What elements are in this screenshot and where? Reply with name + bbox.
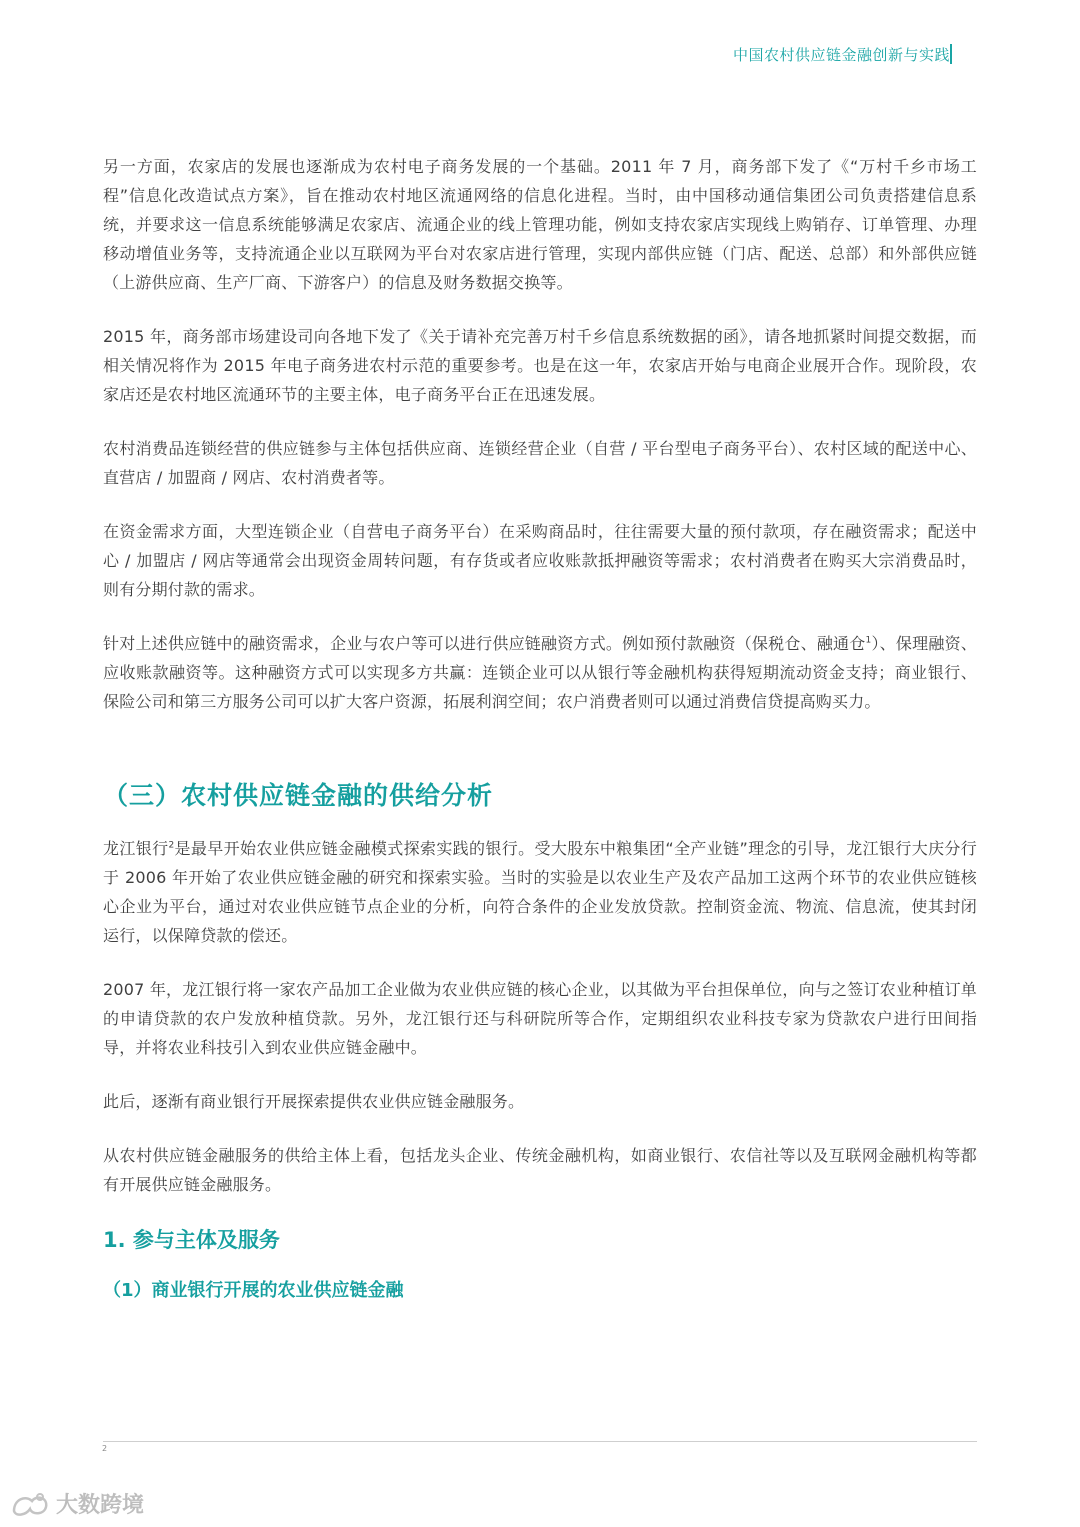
paragraph-text: ）、保理融资、应收账款融资等。这种融资方式可以实现多方共赢：连锁企业可以从银行等金融机构获得短期流动资金支持；商业银行、保险公司和第三方服务公司可以扩大客户资源，拓展利润空间；农户消费者则可以通过消费信贷提高购买力。 [103, 634, 977, 711]
paragraph-text: 龙江银行 [103, 839, 169, 858]
section-heading: （三）农村供应链金融的供给分析 [103, 781, 494, 810]
paragraph: 在资金需求方面，大型连锁企业（自营电子商务平台）在采购商品时，往往需要大量的预付款项，存在融资需求；配送中心 / 加盟店 / 网店等通常会出现资金周转问题，有存货或者应收账款抵押融资等需求；农村消费者在购买大宗消费品时，则有分期付款的需求。 [103, 522, 977, 599]
running-header: 中国农村供应链金融创新与实践 [732, 46, 950, 64]
header-divider [950, 44, 952, 64]
paragraph: 另一方面，农家店的发展也逐渐成为农村电子商务发展的一个基础。2011 年 7 月，商务部下发了《“万村千乡市场工程”信息化改造试点方案》，旨在推动农村地区流通网络的信息化进程。当时，由中国移动通信集团公司负责搭建信息系统，并要求这一信息系统能够满足农家店、流通企业的线上管理功能，例如支持农家店实现线上购销存、订单管理、办理移动增值业务等，支持流通企业以互联网为平台对农家店进行管理，实现内部供应链（门店、配送、总部）和外部供应链（上游供应商、生产厂商、下游客户）的信息及财务数据交换等。 [103, 157, 977, 292]
subsubsection-heading: （1）商业银行开展的农业供应链金融 [103, 1280, 404, 1301]
footer-divider [103, 1441, 977, 1442]
paragraph-text: 是最早开始农业供应链金融模式探索实践的银行。受大股东中粮集团“全产业链”理念的引导，龙江银行大庆分行于 2006 年开始了农业供应链金融的研究和探索实验。当时的实验是以农业生产及农产品加工这两个环节的农业供应链核心企业为平台，通过对农业供应链节点企业的分析，向符合条件的企业发放贷款。控制资金流、物流、信息流，使其封闭运行，以保障贷款的偿还。 [103, 839, 977, 945]
paragraph [103, 834, 977, 950]
paragraph: 此后，逐渐有商业银行开展探索提供农业供应链金融服务。 [103, 1092, 525, 1111]
paragraph: 从农村供应链金融服务的供给主体上看，包括龙头企业、传统金融机构，如商业银行、农信社等以及互联网金融机构等都有开展供应链金融服务。 [103, 1146, 977, 1194]
paragraph-text: 针对上述供应链中的融资需求，企业与农户等可以进行供应链融资方式。例如预付款融资（保税仓、融通仓 [103, 634, 866, 653]
page-content [103, 152, 977, 1302]
paragraph: 2007 年，龙江银行将一家农产品加工企业做为农业供应链的核心企业，以其做为平台担保单位，向与之签订农业种植订单的申请贷款的农户发放种植贷款。另外，龙江银行还与科研院所等合作，定期组织农业科技专家为贷款农户进行田间指导，并将农业科技引入到农业供应链金融中。 [103, 980, 977, 1057]
footnote-ref: 2 [168, 840, 175, 851]
page-number: 2 [102, 1444, 108, 1453]
subsection-heading: 1. 参与主体及服务 [103, 1228, 280, 1252]
paragraph [103, 629, 977, 716]
watermark-logo-icon [10, 1489, 50, 1519]
footnote-ref: 1 [865, 635, 872, 646]
watermark-text: 大数跨境 [56, 1493, 145, 1518]
watermark [10, 1488, 144, 1519]
paragraph: 农村消费品连锁经营的供应链参与主体包括供应商、连锁经营企业（自营 / 平台型电子商务平台）、农村区域的配送中心、直营店 / 加盟商 / 网店、农村消费者等。 [103, 439, 977, 487]
paragraph: 2015 年，商务部市场建设司向各地下发了《关于请补充完善万村千乡信息系统数据的函》，请各地抓紧时间提交数据，而相关情况将作为 2015 年电子商务进农村示范的重要参考。也是在这一年，农家店开始与电商企业展开合作。现阶段，农家店还是农村地区流通环节的主要主体，电子商务平台正在迅速发展。 [103, 327, 977, 404]
